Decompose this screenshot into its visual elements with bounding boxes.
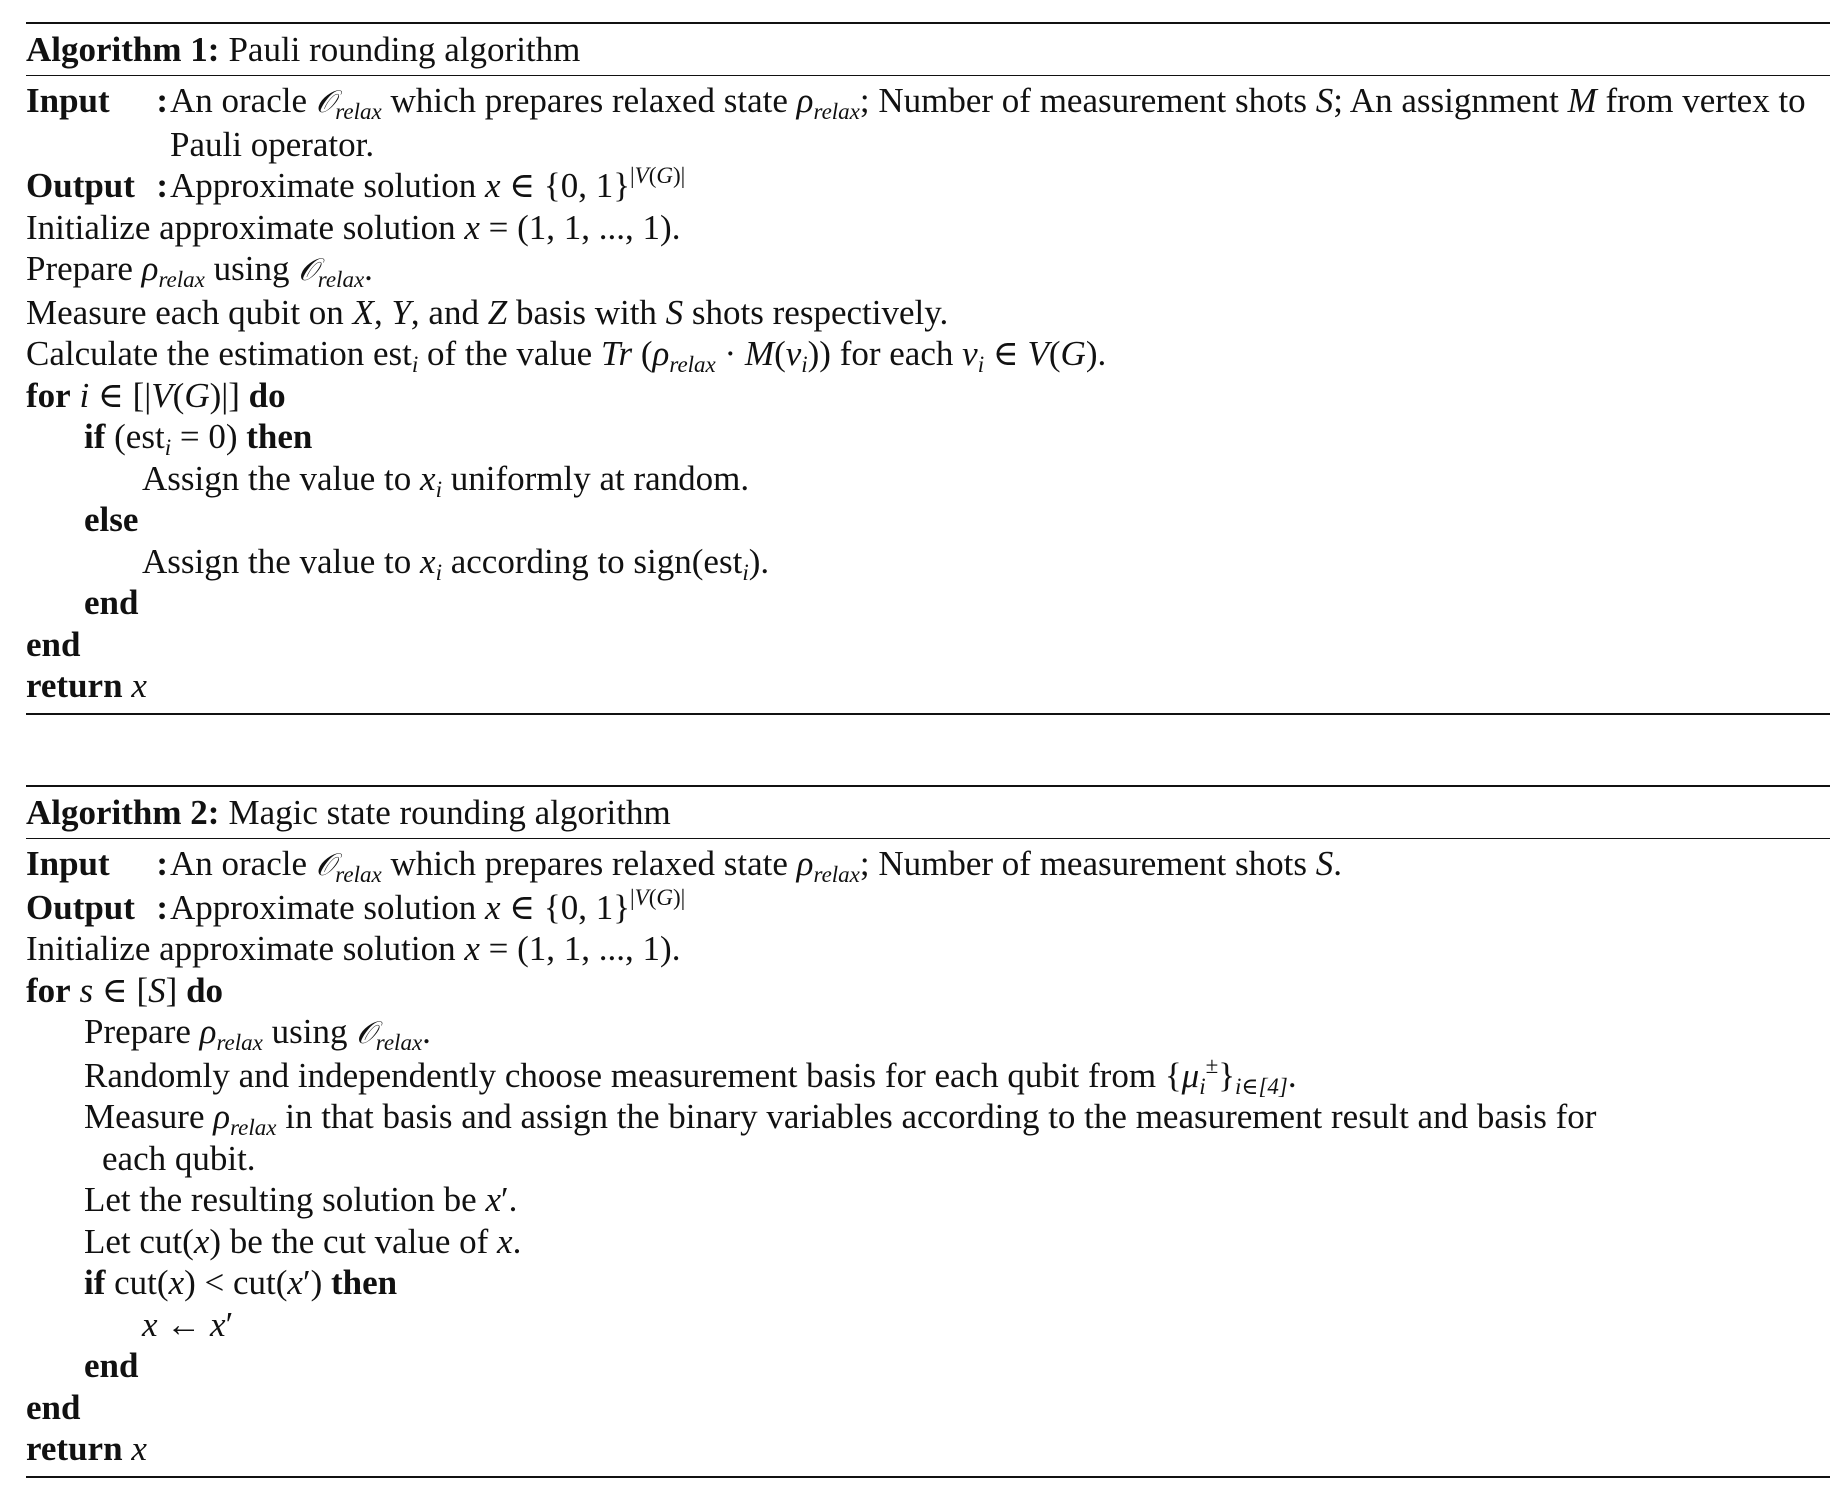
code-line: else — [84, 500, 139, 539]
code-line: Randomly and independently choose measurement basis for each qubit from $\{\mu_i^\pm\}_{i\in[4]}$. — [84, 1052, 1297, 1099]
code-line: if (est$_i$ = 0) then — [84, 417, 313, 460]
code-line: Prepare $\rho_{relax}$ using 𝒪$_{relax}$. — [84, 1012, 431, 1055]
code-line: each qubit. — [102, 1138, 256, 1178]
code-line: Initialize approximate solution x = (1, 1, ..., 1). — [26, 207, 681, 247]
output-label: Output — [26, 166, 135, 205]
code-line: Let the resulting solution be x′. — [84, 1180, 518, 1219]
algorithm-2-box — [26, 785, 1830, 1478]
output-text: Approximate solution x ∈ {0, 1}$^{|V(G)|}$ — [170, 884, 686, 927]
code-line: end — [84, 583, 139, 622]
algorithm-1-box — [26, 22, 1830, 715]
input-label: Input — [26, 81, 110, 120]
input-row: Input : An oracle 𝒪$_{relax}$ which prepares relaxed state $\rho_{relax}$; Number of measurement shots S. — [26, 843, 1830, 887]
code-line: Measure each qubit on X, Y, and Z basis with S shots respectively. — [26, 292, 949, 332]
bottom-rule — [26, 713, 1830, 715]
code-line: return x — [26, 1429, 147, 1468]
code-line: for s ∈ [S] do — [26, 970, 224, 1010]
output-row: Output : Approximate solution x ∈ {0, 1}$^{|V(G)|}$ — [26, 165, 1830, 207]
output-text: Approximate solution x ∈ {0, 1}$^{|V(G)|}$ — [170, 163, 686, 205]
input-label: Input — [26, 844, 110, 883]
code-line: Let cut(x) be the cut value of x. — [84, 1221, 522, 1261]
output-row: Output : Approximate solution x ∈ {0, 1}$^{|V(G)|}$ — [26, 887, 1830, 929]
code-line: if cut(x) < cut(x′) then — [84, 1263, 398, 1302]
algorithm-caption — [26, 787, 1830, 838]
output-label: Output — [26, 887, 135, 927]
code-line: return x — [26, 666, 147, 705]
bottom-rule — [26, 1476, 1830, 1478]
code-line: for i ∈ [|V(G)|] do — [26, 375, 286, 415]
caption-label: Algorithm 2: — [26, 792, 220, 832]
code-line: Initialize approximate solution x = (1, 1, ..., 1). — [26, 929, 681, 968]
code-line: Assign the value to $x_i$ uniformly at random. — [142, 458, 750, 502]
input-text: An oracle 𝒪$_{relax}$ which prepares relaxed state $\rho_{relax}$; Number of measurement shots S. — [170, 844, 1342, 887]
caption-title: Magic state rounding algorithm — [228, 792, 671, 832]
code-line: Calculate the estimation est$_i$ of the value Tr $(\rho_{relax} \cdot M(v_i))$ for each $v_i$ ∈ V(G). — [26, 334, 1107, 377]
code-line: end — [84, 1346, 139, 1385]
algorithm-body — [26, 839, 1830, 1476]
code-line: Prepare $\rho_{relax}$ using 𝒪$_{relax}$. — [26, 249, 373, 292]
code-line: Assign the value to $x_i$ according to sign(est$_i$). — [142, 541, 770, 585]
caption-title: Pauli rounding algorithm — [228, 29, 581, 69]
algorithm-caption — [26, 24, 1830, 75]
input-row: Input : An oracle 𝒪$_{relax}$ which prepares relaxed state $\rho_{relax}$; Number of measurement shots S; An assignment M from vertex to Pauli operator. — [26, 80, 1830, 165]
code-line: end — [26, 1387, 81, 1427]
code-line: Measure $\rho_{relax}$ in that basis and assign the binary variables according to the measurement result and basis for — [84, 1097, 1597, 1140]
code-line: x ← x′ — [142, 1304, 234, 1344]
code-line: end — [26, 624, 81, 664]
input-text: An oracle 𝒪$_{relax}$ which prepares relaxed state $\rho_{relax}$; Number of measurement shots S; An assignment M from vertex to Pauli operator. — [170, 81, 1806, 164]
caption-label: Algorithm 1: — [26, 29, 220, 69]
algorithm-body — [26, 76, 1830, 713]
